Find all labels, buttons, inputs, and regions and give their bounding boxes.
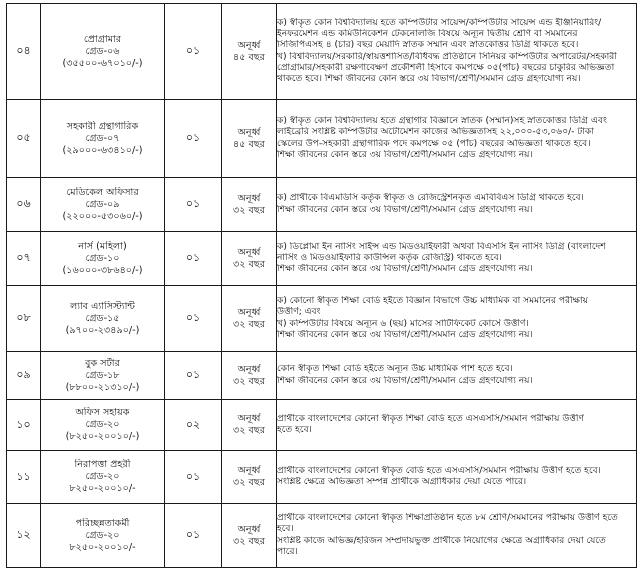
table-row bbox=[7, 352, 637, 400]
age-label: অনূর্ধ্ব bbox=[237, 192, 261, 204]
quantity-cell: ০১ bbox=[165, 4, 222, 100]
post-name: প্রোগ্রামার bbox=[83, 33, 122, 45]
post-name: নিরাপত্তা প্রহরী bbox=[74, 459, 131, 470]
age-label: অনূর্ধ্ব bbox=[237, 306, 261, 318]
qualification-line: খ) কম্পিউটার বিষয়ে অন্যূন ৬ (ছয়) মাসের সার্টিফিকেট কোর্সে উত্তীর্ণ। bbox=[277, 318, 529, 329]
quantity-cell: ০২ bbox=[165, 400, 222, 451]
age-limit: ৩২ বছর bbox=[233, 204, 265, 216]
qualification-line: হতে হবে। bbox=[277, 425, 312, 435]
qualification-line: ক) ডিপ্লোমা ইন নার্সিং সাইন্স এন্ড মিডওয়াইফারী অথবা বিএসসি ইন নার্সিং ডিগ্রি (বাংলাদেশ bbox=[277, 241, 606, 252]
serial-cell: ১১ bbox=[7, 451, 41, 504]
qualification-line: প্রোগ্রামার/সহকারী রক্ষণাবেক্ষণ প্রকৌশলী হিসাবে কমপক্ষে ০৫(পাঁচ) বছরের চাকুরির অভিজ্ঞতা bbox=[277, 62, 615, 73]
qualification-line: ক) স্বীকৃত কোন বিশ্ববিদ্যালয় হতে কম্পিউটার সায়েন্স/কম্পিউটার সায়েন্স এন্ড ইঞ্জিনিয়ারিং/ bbox=[277, 17, 602, 28]
age-label: অনূর্ধ্ব bbox=[237, 523, 261, 535]
post-grade: গ্রেড-০৬ bbox=[85, 45, 120, 57]
quantity-cell: ০১ bbox=[165, 451, 222, 504]
qualification-cell bbox=[277, 504, 637, 568]
qualification-line: শিক্ষা জীবনের কোন স্তরে ৩য় বিভাগ/শ্রেণী/সমমান গ্রেড গ্রহণযোগ্য নয়। bbox=[277, 264, 533, 275]
qualification-line: প্রার্থীকে বাংলাদেশের কোনো স্বীকৃত শিক্ষাপ্রতিষ্ঠান হতে ৮ম শ্রেণি/সমমানের পরীক্ষায় উত্তীর্ণ হতে bbox=[277, 512, 618, 523]
qualification-line: খ) বিশ্ববিদ্যালয়/সরকারি/স্বায়ত্তশাসিত/বিধিবদ্ধ প্রতিষ্ঠানে সিনিয়র কম্পিউটার অপারেটর/সহকারী bbox=[277, 51, 617, 62]
post-grade: গ্রেড-১০ bbox=[85, 252, 120, 264]
table-row bbox=[7, 178, 637, 232]
post-name: বুক সর্টার bbox=[85, 357, 120, 369]
age-label: অনূর্ধ্ব bbox=[237, 126, 261, 138]
age-cell bbox=[222, 178, 277, 232]
serial-cell: ০৪ bbox=[7, 4, 41, 100]
qualification-line: শিক্ষা জীবনের কোন স্তরে ৩য় বিভাগ/শ্রেণী/সমমান গ্রেড গ্রহণযোগ্য নয়। bbox=[277, 149, 533, 160]
qualification-line: শিক্ষা জীবনের কোন স্তরে ৩য় বিভাগ/শ্রেণী/সমমান গ্রেড গ্রহণযোগ্য নয়। bbox=[277, 375, 533, 386]
qualification-cell bbox=[277, 100, 637, 178]
post-grade: গ্রেড-০৭ bbox=[85, 132, 120, 144]
post-scale: (৩৫৫০০-৬৭০১০/-) bbox=[62, 57, 143, 69]
age-limit: ৩২ বছর bbox=[233, 375, 265, 387]
post-grade: গ্রেড-২০ bbox=[85, 529, 120, 541]
qualification-line: ইনফরমেশন এন্ড কমিউনিকেশন টেকনোলজি বিষয়ে অন্যূন দ্বিতীয় শ্রেণি বা সমমানের bbox=[277, 28, 578, 39]
post-scale: (২৯০০০-৬৩৪১০/-) bbox=[62, 144, 143, 156]
post-name: নার্স (মহিলা) bbox=[78, 240, 127, 252]
qualification-line: সিজিপিএসহ ৪ (চার) বছর মেয়াদি স্নাতক সম্মান এবং স্নাতকোত্তর ডিগ্রি থাকতে হবে। bbox=[277, 40, 579, 51]
table-row bbox=[7, 4, 637, 100]
table-row bbox=[7, 451, 637, 504]
age-limit: ৩২ বছর bbox=[233, 477, 265, 488]
table-row bbox=[7, 400, 637, 451]
age-label: অনূর্ধ্ব bbox=[237, 413, 261, 424]
post-scale: (২২০০০-৫৩০৬০/-) bbox=[62, 210, 143, 222]
qualification-line: ক) কোনো স্বীকৃত শিক্ষা বোর্ড হইতে বিজ্ঞান বিভাগে উচ্চ মাধ্যমিক বা সমমানের পরীক্ষায় bbox=[277, 295, 588, 306]
age-cell bbox=[222, 232, 277, 286]
age-cell bbox=[222, 100, 277, 178]
serial-cell: ০৮ bbox=[7, 286, 41, 352]
quantity-cell: ০১ bbox=[165, 178, 222, 232]
post-name: মেডিকেল অফিসার bbox=[66, 186, 139, 198]
age-cell bbox=[222, 400, 277, 451]
post-grade: গ্রেড-০৯ bbox=[85, 198, 120, 210]
table-row bbox=[7, 100, 637, 178]
serial-cell: ০৭ bbox=[7, 232, 41, 286]
age-cell bbox=[222, 352, 277, 400]
age-limit: ৪৫ বছর bbox=[233, 51, 265, 63]
qualification-line: উত্তীর্ণ; এবং bbox=[277, 307, 321, 318]
quantity-cell: ০১ bbox=[165, 352, 222, 400]
age-cell bbox=[222, 286, 277, 352]
post-scale: (৮২৫০-২০০১০/-) bbox=[65, 431, 140, 442]
qualification-line: শিক্ষা জীবনের কোন স্তরে ৩য় বিভাগ/শ্রেণী/সমমান গ্রেড গ্রহণযোগ্য নয়। bbox=[277, 204, 533, 215]
post-name: পরিচ্ছন্নতাকর্মী bbox=[75, 517, 130, 529]
qualification-line: নার্সিং ও মিডওয়াইফারি কাউন্সিল কর্তৃক রেজিস্ট্রি) থাকতে হবে। bbox=[277, 252, 502, 263]
post-cell bbox=[41, 400, 165, 451]
table-row bbox=[7, 286, 637, 352]
qualification-line: সংশ্লিষ্ট কাজে অভিজ্ঞ/হরিজন সম্প্রদায়ভুক্ত প্রার্থীকে নিয়োগের ক্ষেত্রে অগ্রাধিকার দেয়া যেতে bbox=[277, 535, 606, 546]
post-cell bbox=[41, 232, 165, 286]
serial-cell: ০৬ bbox=[7, 178, 41, 232]
qualification-cell bbox=[277, 286, 637, 352]
post-name: অফিস সহায়ক bbox=[75, 407, 130, 418]
qualification-line: ক) স্বীকৃত কোন বিশ্ববিদ্যালয় হতে গ্রন্থাগার বিজ্ঞানে স্নাতক (সম্মান)সহ স্নাতকোত্তর ডিগ্রি এবং bbox=[277, 115, 607, 126]
table-row bbox=[7, 232, 637, 286]
post-name: সহকারী গ্রন্থাগারিক bbox=[66, 120, 139, 132]
quantity-cell: ০১ bbox=[165, 286, 222, 352]
qualification-line: থাকতে হবে। শিক্ষা জীবনের কোন স্তরে ৩য় বিভাগ/শ্রেণী/সমমান গ্রেড গ্রহণযোগ্য নয়। bbox=[277, 74, 581, 85]
qualification-line: সংশ্লিষ্ট ক্ষেত্রে অভিজ্ঞতা সম্পন্ন প্রার্থীকে অগ্রাধিকার দেয়া যেতে পারে। bbox=[277, 477, 527, 487]
age-limit: ৩২ বছর bbox=[233, 258, 265, 270]
job-table-body bbox=[7, 4, 637, 568]
post-grade: গ্রেড-২০ bbox=[85, 471, 120, 482]
post-grade: গ্রেড-২০ bbox=[85, 419, 120, 430]
qualification-cell bbox=[277, 451, 637, 504]
post-cell bbox=[41, 4, 165, 100]
post-cell bbox=[41, 352, 165, 400]
quantity-cell: ০১ bbox=[165, 504, 222, 568]
post-grade: গ্রেড-১৫ bbox=[85, 312, 120, 324]
post-scale: ৮২৫০-২০০১০/- bbox=[69, 541, 136, 553]
age-label: অনূর্ধ্ব bbox=[237, 465, 261, 476]
age-limit: ৩২ বছর bbox=[233, 535, 265, 547]
qualification-line: প্রার্থীকে বাংলাদেশের কোনো স্বীকৃত বোর্ড হতে এসএসসি/সমমান পরীক্ষায় উত্তীর্ণ হতে হবে। bbox=[277, 465, 601, 476]
qualification-line: কোন স্বীকৃত শিক্ষা বোর্ড হইতে অন্যূন উচ্চ মাধ্যমিক পাশ হতে হবে। bbox=[277, 364, 513, 375]
serial-cell: ০৫ bbox=[7, 100, 41, 178]
age-cell bbox=[222, 4, 277, 100]
post-grade: গ্রেড-১৮ bbox=[85, 369, 120, 381]
age-label: অনূর্ধ্ব bbox=[237, 363, 261, 375]
job-table bbox=[6, 3, 637, 568]
qualification-cell bbox=[277, 4, 637, 100]
post-cell bbox=[41, 504, 165, 568]
qualification-cell bbox=[277, 232, 637, 286]
serial-cell: ১০ bbox=[7, 400, 41, 451]
age-cell bbox=[222, 451, 277, 504]
age-limit: ৩২ বছর bbox=[233, 425, 265, 436]
qualification-cell bbox=[277, 178, 637, 232]
post-cell bbox=[41, 178, 165, 232]
qualification-line: লাইব্রেরি সংশ্লিষ্ট কম্পিউটার অটোমেশন কাজের অভিজ্ঞতাসহ ২২,০০০-৫৩,০৬০/- টাকা bbox=[277, 127, 594, 138]
post-scale: (৮৮০০-২১৩১০/-) bbox=[65, 381, 140, 393]
post-cell bbox=[41, 100, 165, 178]
post-scale: (৯৭০০-২৩৪৯০/-) bbox=[65, 324, 140, 336]
serial-cell: ১২ bbox=[7, 504, 41, 568]
qualification-cell bbox=[277, 352, 637, 400]
post-scale: (১৬০০০-৩৮৬৪০/-) bbox=[62, 264, 143, 276]
age-limit: ৪৫ বছর bbox=[233, 138, 265, 150]
qualification-line: শিক্ষা জীবনের কোন স্তরে ৩য় বিভাগ/শ্রেণী/সমমান গ্রেড গ্রহণযোগ্য নয়। bbox=[277, 329, 533, 340]
table-row bbox=[7, 504, 637, 568]
post-scale: ৮২৫০-২০০১০/- bbox=[69, 483, 136, 494]
age-limit: ৩২ বছর bbox=[233, 318, 265, 330]
qualification-line: স্কেলের উপ-সহকারী গ্রন্থাগারিক পদে কমপক্ষে ০৫ (পাঁচ) বছরের অভিজ্ঞতা থাকতে হবে। bbox=[277, 138, 591, 149]
post-cell bbox=[41, 451, 165, 504]
quantity-cell: ০১ bbox=[165, 100, 222, 178]
qualification-cell bbox=[277, 400, 637, 451]
quantity-cell: ০১ bbox=[165, 232, 222, 286]
qualification-line: ক) প্রার্থীকে বিএমডিসি কর্তৃক স্বীকৃত ও রেজিস্ট্রেশনকৃত এমবিবিএস ডিগ্রি থাকতে হবে। bbox=[277, 193, 584, 204]
post-cell bbox=[41, 286, 165, 352]
age-cell bbox=[222, 504, 277, 568]
serial-cell: ০৯ bbox=[7, 352, 41, 400]
age-label: অনূর্ধ্ব bbox=[237, 246, 261, 258]
qualification-line: হবে। bbox=[277, 524, 294, 535]
qualification-line: প্রার্থীকে বাংলাদেশের কোনো স্বীকৃত শিক্ষা বোর্ড হতে এসএসসি/সমমান পরীক্ষায় উত্তীর্ণ bbox=[277, 413, 585, 424]
post-name: ল্যাব এ্যাসিস্ট্যান্ট bbox=[70, 300, 135, 312]
qualification-line: পারে। bbox=[277, 546, 298, 557]
age-label: অনূর্ধ্ব bbox=[237, 39, 261, 51]
